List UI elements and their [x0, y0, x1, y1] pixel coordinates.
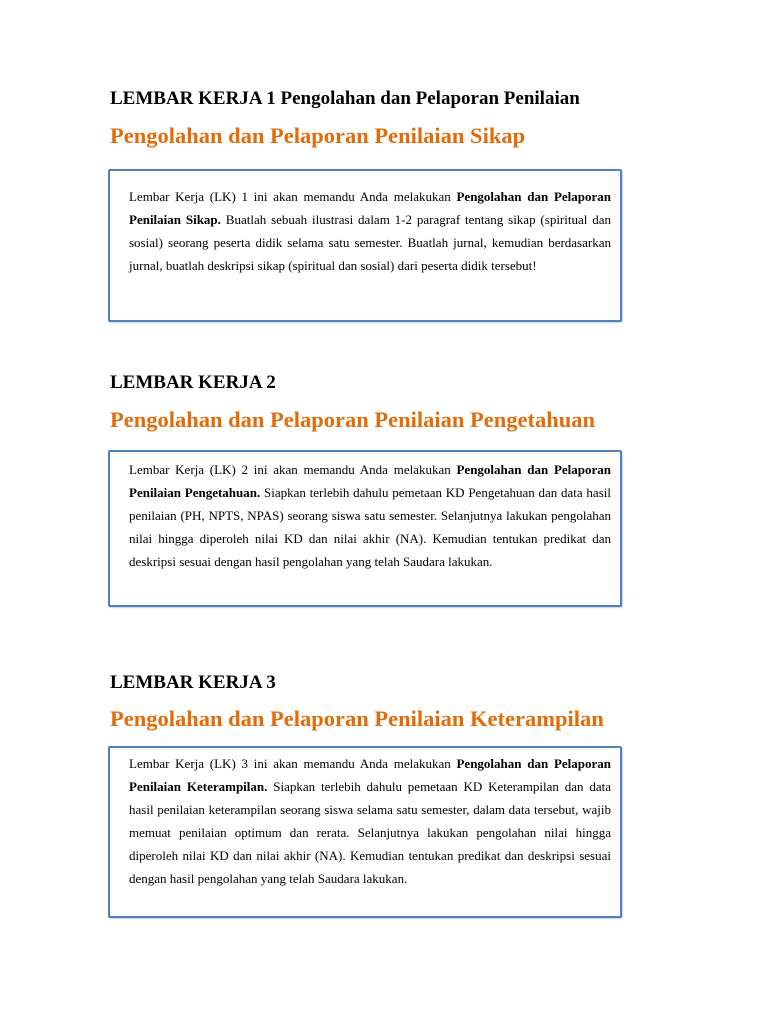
instruction-box — [108, 450, 622, 607]
worksheet-heading: LEMBAR KERJA 3 — [110, 672, 276, 693]
instruction-text — [129, 752, 611, 890]
instruction-box — [108, 746, 622, 918]
instruction-rest: Siapkan terlebih dahulu pemetaan KD Keterampilan dan data hasil penilaian keterampilan seorang siswa selama satu semester, dalam data tersebut, wajib memuat penilaian optimum dan rerata. Selanjutnya lakukan pengolahan nilai hingga diperoleh nilai KD dan nilai akhir (NA). Kemudian tentukan predikat dan deskripsi sesuai dengan hasil pengolahan yang telah Saudara lakukan. — [129, 779, 611, 886]
instruction-intro: Lembar Kerja (LK) 2 ini akan memandu Anda melakukan — [129, 462, 457, 477]
instruction-emphasis: Pengolahan dan Pelaporan Penilaian Pengetahuan. — [129, 462, 611, 500]
worksheet-subtitle: Pengolahan dan Pelaporan Penilaian Keterampilan — [110, 706, 604, 731]
instruction-rest: Buatlah sebuah ilustrasi dalam 1-2 paragraf tentang sikap (spiritual dan sosial) seorang peserta didik selama satu semester. Buatlah jurnal, kemudian berdasarkan jurnal, buatlah deskripsi sikap (spiritual dan sosial) dari peserta didik tersebut! — [129, 212, 611, 273]
instruction-text — [129, 458, 611, 573]
instruction-intro: Lembar Kerja (LK) 3 ini akan memandu Anda melakukan — [129, 756, 457, 771]
instruction-box — [108, 169, 622, 322]
instruction-emphasis: Pengolahan dan Pelaporan Penilaian Sikap. — [129, 189, 611, 227]
instruction-intro: Lembar Kerja (LK) 1 ini akan memandu Anda melakukan — [129, 189, 457, 204]
instruction-text — [129, 185, 611, 277]
instruction-emphasis: Pengolahan dan Pelaporan Penilaian Keterampilan. — [129, 756, 611, 794]
worksheet-subtitle: Pengolahan dan Pelaporan Penilaian Sikap — [110, 123, 526, 148]
worksheet-heading: LEMBAR KERJA 1 Pengolahan dan Pelaporan Penilaian — [110, 88, 580, 109]
worksheet-heading: LEMBAR KERJA 2 — [110, 372, 276, 393]
worksheet-subtitle: Pengolahan dan Pelaporan Penilaian Pengetahuan — [110, 407, 596, 432]
instruction-rest: Siapkan terlebih dahulu pemetaan KD Pengetahuan dan data hasil penilaian (PH, NPTS, NPAS) seorang siswa satu semester. Selanjutnya lakukan pengolahan nilai hingga diperoleh nilai KD dan nilai akhir (NA). Kemudian tentukan predikat dan deskripsi sesuai dengan hasil pengolahan yang telah Saudara lakukan. — [129, 485, 611, 569]
